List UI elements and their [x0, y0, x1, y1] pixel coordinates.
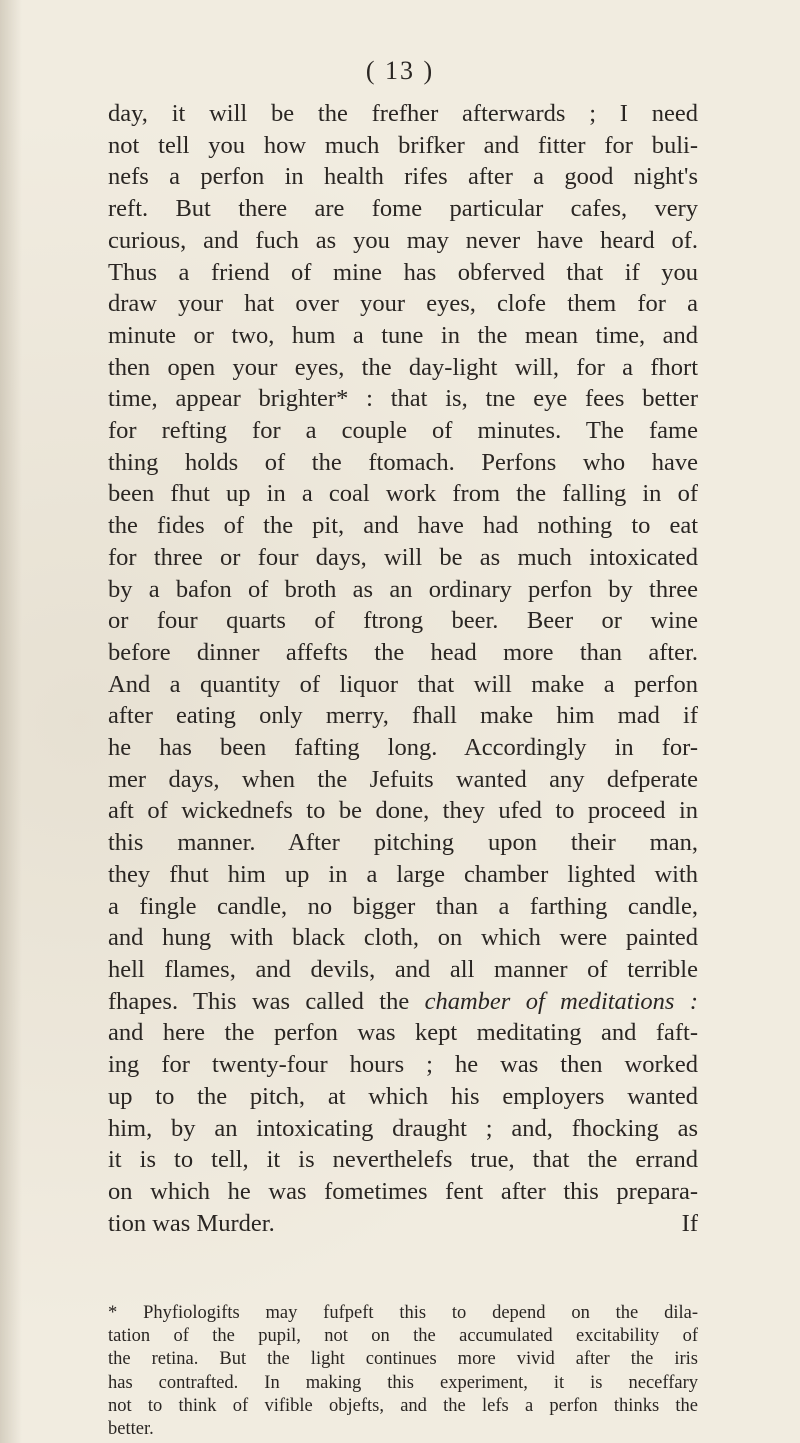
body-line: draw your hat over your eyes, clofe them for a: [108, 290, 698, 318]
page-binding-shadow: [0, 0, 22, 1443]
body-line: he has been fafting long. Accordingly in for-: [108, 734, 698, 762]
body-line: after eating only merry, fhall make him mad if: [108, 702, 698, 730]
footnote-line: * Phyfiologifts may fufpeft this to depend on the dila-: [108, 1303, 698, 1323]
body-line: him, by an intoxicating draught ; and, fhocking as: [108, 1114, 698, 1142]
body-line: mer days, when the Jefuits wanted any defperate: [108, 765, 698, 793]
italic-phrase: chamber of meditations :: [424, 987, 698, 1015]
body-line: hell flames, and devils, and all manner of terrible: [108, 955, 698, 983]
body-line-last: [108, 1208, 698, 1240]
footnote: [108, 1302, 698, 1441]
body-line: up to the pitch, at which his employers wanted: [108, 1082, 698, 1110]
body-line: thing holds of the ftomach. Perfons who have: [108, 448, 698, 476]
page-number: ( 13 ): [365, 56, 435, 85]
body-line: the fides of the pit, and have had nothing to eat: [108, 512, 698, 540]
body-line: been fhut up in a coal work from the falling in of: [108, 480, 698, 508]
footnote-line: tation of the pupil, not on the accumulated excitability of: [108, 1326, 698, 1347]
body-line: for three or four days, will be as much intoxicated: [108, 543, 698, 571]
body-line: before dinner affefts the head more than after.: [108, 638, 698, 666]
body-line-text: fhapes. This was called the: [108, 987, 425, 1015]
body-line: and hung with black cloth, on which were painted: [108, 924, 698, 952]
body-line: nefs a perfon in health rifes after a good night's: [108, 163, 698, 191]
body-line: or four quarts of ftrong beer. Beer or wine: [108, 607, 698, 635]
body-line: time, appear brighter* : that is, tne eye fees better: [108, 385, 698, 413]
body-line: aft of wickednefs to be done, they ufed to proceed in: [108, 797, 698, 825]
body-line: then open your eyes, the day-light will, for a fhort: [108, 353, 698, 381]
body-line: they fhut him up in a large chamber lighted with: [108, 860, 698, 888]
body-line: and here the perfon was kept meditating and faft-: [108, 1019, 698, 1047]
footnote-line: not to think of vifible objefts, and the lefs a perfon thinks the: [108, 1395, 698, 1416]
body-line: minute or two, hum a tune in the mean time, and: [108, 321, 698, 349]
body-line: Thus a friend of mine has obferved that if you: [108, 258, 698, 286]
body-line-text: tion was Murder.: [108, 1209, 275, 1237]
body-line: a fingle candle, no bigger than a farthing candle,: [108, 892, 698, 920]
body-line: day, it will be the frefher afterwards ; I need: [108, 100, 698, 127]
body-line: [108, 986, 698, 1018]
body-line: by a bafon of broth as an ordinary perfon by three: [108, 575, 698, 603]
body-line: And a quantity of liquor that will make a perfon: [108, 670, 698, 698]
body-line: this manner. After pitching upon their man,: [108, 829, 698, 857]
footnote-line: the retina. But the light continues more vivid after the iris: [108, 1349, 698, 1370]
body-line: for refting for a couple of minutes. The fame: [108, 417, 698, 445]
body-line: on which he was fometimes fent after this prepara-: [108, 1177, 698, 1205]
body-line: not tell you how much brifker and fitter for buli-: [108, 131, 698, 159]
footnote-line: has contrafted. In making this experiment, it is neceffary: [108, 1372, 698, 1393]
body-line: reft. But there are fome particular cafes, very: [108, 195, 698, 223]
catchword: If: [681, 1209, 698, 1237]
body-line: it is to tell, it is neverthelefs true, that the errand: [108, 1146, 698, 1174]
footnote-line: better.: [108, 1419, 154, 1440]
body-line: curious, and fuch as you may never have heard of.: [108, 226, 698, 254]
body-text: [108, 98, 698, 1239]
body-line: ing for twenty-four hours ; he was then worked: [108, 1051, 698, 1079]
